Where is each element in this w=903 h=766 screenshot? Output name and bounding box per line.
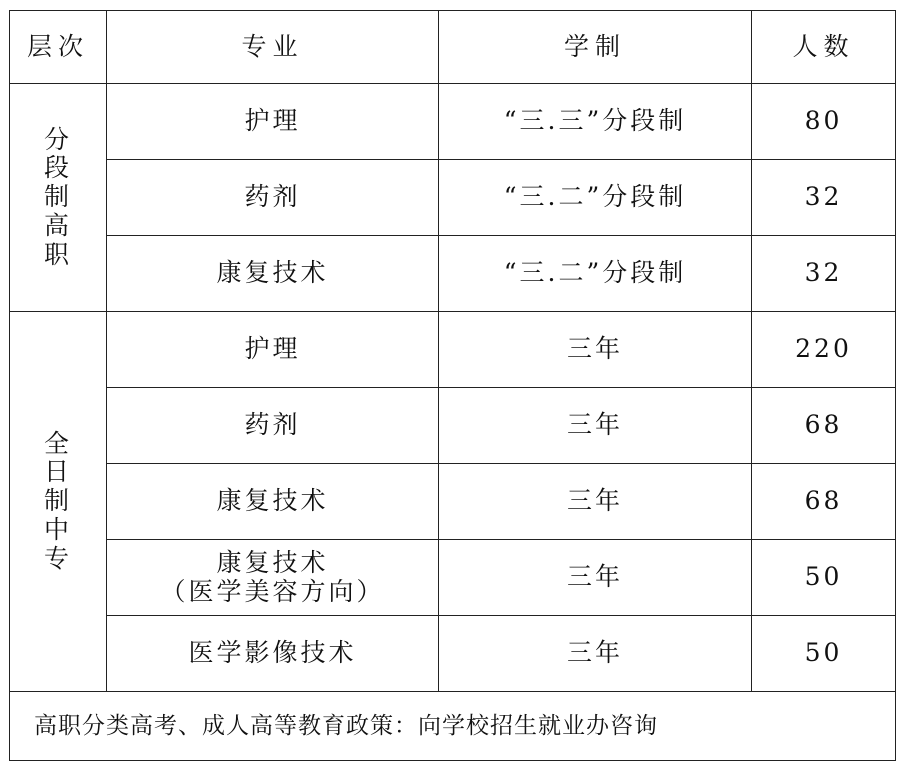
table-row	[10, 160, 896, 236]
count-cell: 68	[752, 464, 896, 540]
table-row	[10, 616, 896, 692]
table-header-row	[10, 11, 896, 84]
table-row	[10, 236, 896, 312]
major-cell: 康复技术	[107, 464, 439, 540]
duration-cell: 三年	[439, 464, 752, 540]
count-cell: 32	[752, 160, 896, 236]
table-row	[10, 312, 896, 388]
table-row	[10, 464, 896, 540]
duration-cell: “三.二”分段制	[439, 236, 752, 312]
count-cell: 50	[752, 540, 896, 616]
count-cell: 50	[752, 616, 896, 692]
duration-cell: 三年	[439, 388, 752, 464]
level-label: 全日制中专	[43, 428, 72, 573]
count-cell: 32	[752, 236, 896, 312]
major-name: 康复技术	[216, 547, 329, 577]
table-footer-row	[10, 692, 896, 761]
level-cell-full-time-secondary	[10, 312, 107, 692]
header-duration: 学制	[439, 11, 752, 84]
table-row	[10, 84, 896, 160]
duration-cell: “三.三”分段制	[439, 84, 752, 160]
header-count: 人数	[752, 11, 896, 84]
enrollment-table-container	[9, 10, 895, 754]
enrollment-table	[9, 10, 896, 761]
major-cell	[107, 540, 439, 616]
table-row	[10, 540, 896, 616]
level-cell-higher-vocational	[10, 84, 107, 312]
table-row	[10, 388, 896, 464]
major-note: （医学美容方向）	[160, 576, 385, 606]
major-cell: 护理	[107, 84, 439, 160]
count-cell: 220	[752, 312, 896, 388]
major-cell: 药剂	[107, 388, 439, 464]
major-cell: 药剂	[107, 160, 439, 236]
header-level: 层次	[10, 11, 107, 84]
footer-note: 高职分类高考、成人高等教育政策：向学校招生就业办咨询	[10, 692, 896, 761]
level-label: 分段制高职	[43, 124, 72, 269]
duration-cell: 三年	[439, 540, 752, 616]
duration-cell: 三年	[439, 312, 752, 388]
header-major: 专业	[107, 11, 439, 84]
major-cell: 康复技术	[107, 236, 439, 312]
count-cell: 68	[752, 388, 896, 464]
duration-cell: 三年	[439, 616, 752, 692]
major-cell: 护理	[107, 312, 439, 388]
duration-cell: “三.二”分段制	[439, 160, 752, 236]
major-cell: 医学影像技术	[107, 616, 439, 692]
count-cell: 80	[752, 84, 896, 160]
